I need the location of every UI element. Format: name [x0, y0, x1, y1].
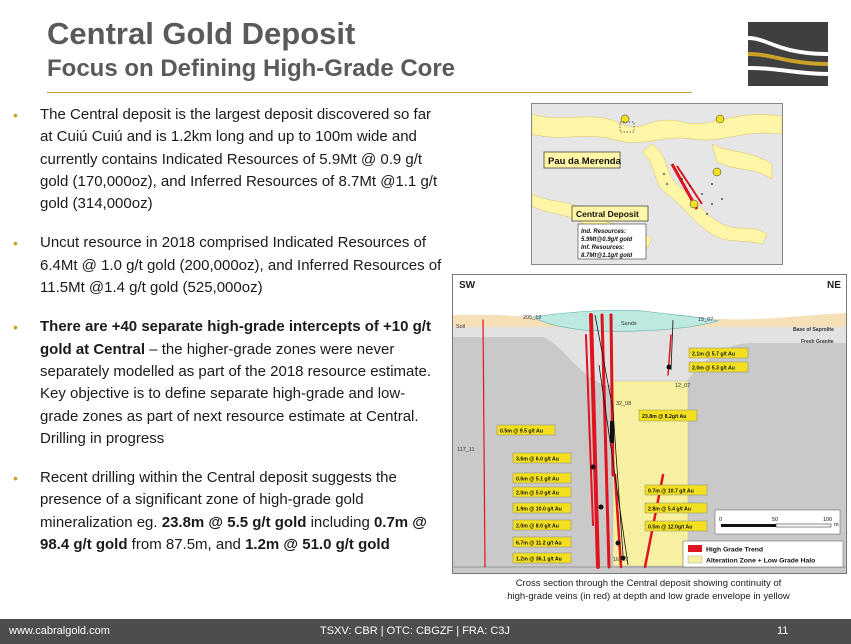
bullet-text: – the higher-grade zones were never separately modelled as part of the 2018 resource estimate. Key objective is to define separate high-grade and low-grade zones as part of next resource estimate at Central. Drilling in progress: [40, 340, 432, 447]
map-resources: 5.9Mt@0.9g/t gold: [581, 237, 633, 243]
intercept-label: 2.1m @ 5.7 g/t Au: [692, 351, 735, 358]
section-base-saprolite: Base of Saprolite: [793, 327, 834, 333]
location-map: [531, 103, 783, 265]
bullet-text: from 87.5m, and: [127, 536, 246, 554]
page-subtitle: Focus on Defining High-Grade Core: [47, 55, 456, 82]
intercept-label: 2.8m @ 5.4 g/t Au: [648, 506, 691, 513]
intercept-label: 2.0m @ 8.0 g/t Au: [516, 523, 559, 530]
section-ne: NE: [827, 280, 841, 291]
footer-tickers: TSXV: CBR | OTC: CBGZF | FRA: C3J: [320, 625, 510, 637]
hole-label: 16_07: [613, 557, 629, 563]
title-divider: [47, 92, 692, 93]
bullet-dot-icon: •: [13, 107, 18, 123]
map-resources: Inf. Resources:: [581, 245, 625, 251]
intercept-label: 3.6m @ 6.0 g/t Au: [516, 456, 559, 463]
scale-bar: [715, 510, 840, 534]
section-sands: Sands: [621, 321, 637, 327]
section-fresh-granite: Fresh Granite: [801, 339, 834, 345]
map-resources: Ind. Resources:: [581, 229, 627, 235]
bullet-bold: 1.2m @ 51.0 g/t gold: [245, 536, 390, 554]
intercept-label: 2.0m @ 5.3 g/t Au: [692, 365, 735, 372]
legend-halo: Alteration Zone + Low Grade Halo: [706, 557, 816, 565]
bullet-dot-icon: •: [13, 319, 18, 336]
section-soil: Soil: [456, 324, 466, 330]
scale-label: 100: [823, 517, 833, 523]
hole-label: 12_07: [675, 383, 691, 389]
bullet-list: [10, 104, 442, 575]
map-label-pau: Pau da Merenda: [548, 156, 621, 167]
bullet-dot-icon: •: [13, 235, 18, 252]
footer-website[interactable]: www.cabralgold.com: [9, 625, 110, 637]
section-sw: SW: [459, 280, 476, 291]
cross-section-diagram: [452, 274, 847, 574]
figure-caption: [452, 577, 845, 603]
bullet-item: [10, 467, 442, 556]
page-number: 11: [777, 625, 789, 637]
hole-label: 15_07: [698, 317, 714, 323]
intercept-label: 1.9m @ 10.0 g/t Au: [516, 506, 562, 513]
scale-label: 50: [772, 517, 779, 523]
bullet-text: Recent drilling within the Central deposit suggests the presence of a significant zone of high-grade gold mineralization eg.: [40, 469, 397, 531]
bullet-bold: There are +40 separate high-grade intercepts of +10 g/t gold at Central: [40, 318, 431, 358]
hole-label: 117_11: [457, 447, 475, 453]
bullet-bold: 0.7m @ 98.4 g/t gold: [40, 513, 427, 554]
intercept-label: 0.5m @ 9.5 g/t Au: [500, 428, 543, 435]
intercept-label: 0.7m @ 10.7 g/t Au: [648, 488, 694, 495]
map-resources: 8.7Mt@1.1g/t gold: [581, 253, 633, 259]
page-title: Central Gold Deposit: [47, 16, 356, 51]
cabral-logo-icon: [748, 22, 828, 86]
intercept-label: 2.0m @ 5.0 g/t Au: [516, 490, 559, 497]
hole-label: 32_08: [616, 401, 632, 407]
bullet-item: [10, 316, 442, 450]
scale-label: m: [834, 522, 839, 528]
legend-high-grade: High Grade Trend: [706, 546, 764, 554]
footer-bar: [0, 619, 851, 644]
bullet-text: The Central deposit is the largest deposit discovered so far at Cuiú Cuiú and is 1.2km long and up to 100m wide and currently contains Indicated Resources of 5.9Mt @ 0.9 g/t gold (170,000oz), and Inferred Resources of 8.7Mt @1.1 g/t gold (314,000oz): [40, 106, 438, 213]
bullet-text: including: [306, 513, 374, 531]
bullet-bold: 23.8m @ 5.5 g/t gold: [161, 513, 307, 531]
intercept-label: 0.6m @ 5.1 g/t Au: [516, 476, 559, 483]
map-label-central: Central Deposit: [576, 209, 639, 219]
scale-label: 0: [719, 517, 723, 523]
caption-line: Cross section through the Central deposit showing continuity of: [515, 578, 782, 589]
section-legend: [683, 541, 843, 567]
intercept-label: 6.7m @ 11.2 g/t Au: [516, 540, 562, 547]
bullet-item: [10, 104, 442, 215]
hole-label: 205_19: [523, 315, 542, 321]
intercept-label: 23.8m @ 8.2g/t Au: [642, 414, 687, 420]
intercept-label: 0.5m @ 12.0g/t Au: [648, 524, 693, 531]
bullet-dot-icon: •: [13, 470, 18, 487]
bullet-text: Uncut resource in 2018 comprised Indicated Resources of 6.4Mt @ 1.0 g/t gold (200,000oz), and Inferred Resources of 11.5Mt @1.4 g/t gold (525,000oz): [40, 234, 442, 297]
bullet-item: [10, 232, 442, 299]
intercept-label: 1.2m @ 36.1 g/t Au: [516, 556, 562, 563]
caption-line: high-grade veins (in red) at depth and low grade envelope in yellow: [507, 591, 790, 602]
